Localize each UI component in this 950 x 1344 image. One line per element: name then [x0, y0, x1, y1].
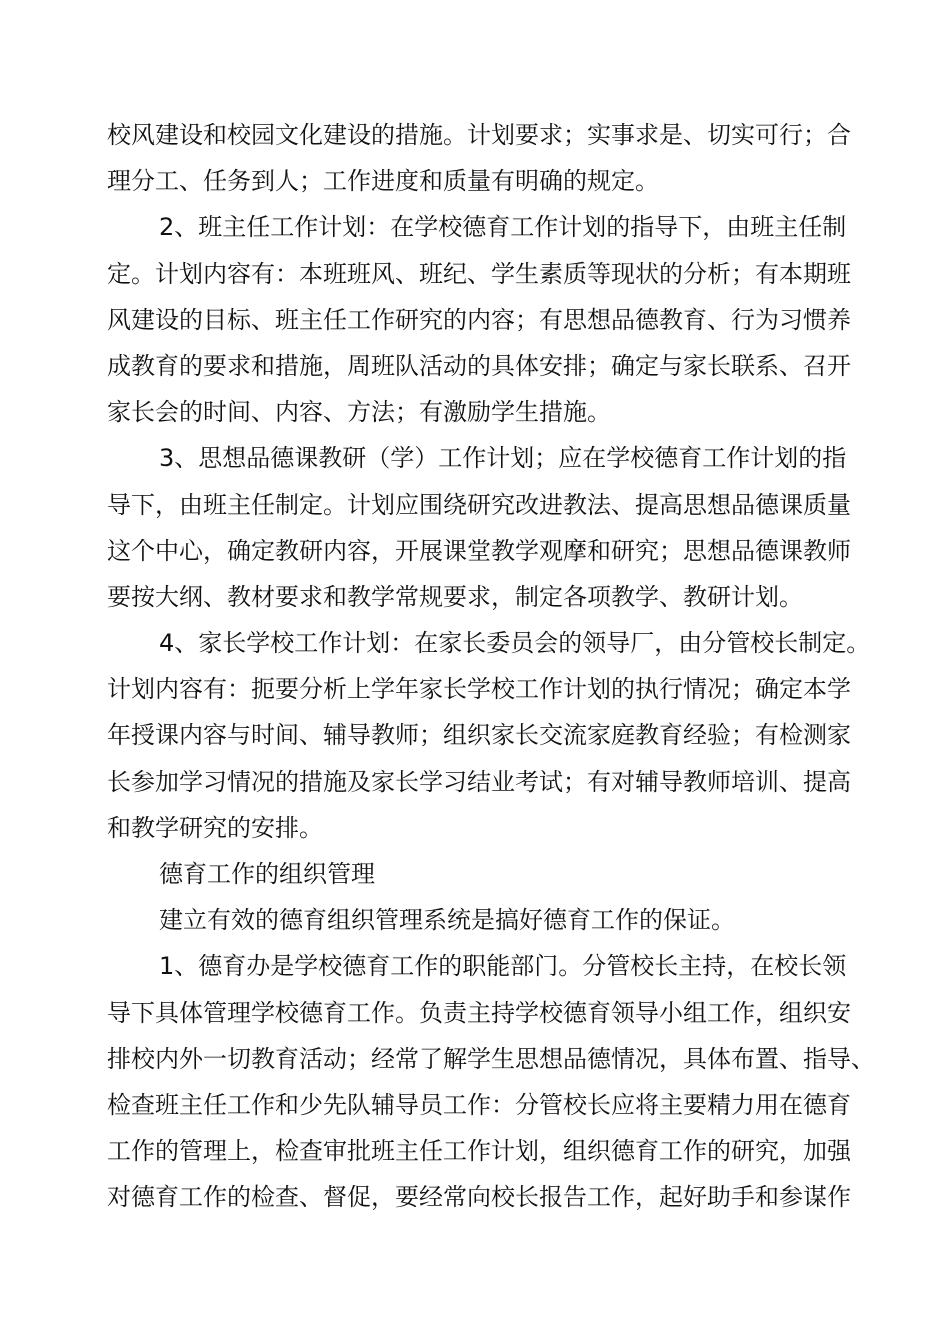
text-line: 成教育的要求和措施，周班队活动的具体安排；确定与家长联系、召开 [107, 351, 851, 380]
text-line: 理分工、任务到人；工作进度和质量有明确的规定。 [107, 167, 659, 196]
text-line: 风建设的目标、班主任工作研究的内容；有思想品德教育、行为习惯养 [107, 305, 851, 334]
text-line: 导下，由班主任制定。计划应围绕研究改进教法、提高思想品德课质量 [107, 490, 851, 519]
text-line: 检查班主任工作和少先队辅导员工作：分管校长应将主要精力用在德育 [107, 1090, 851, 1119]
text-line: 4、家长学校工作计划：在家长委员会的领导厂，由分管校长制定。 [159, 629, 871, 658]
text-line: 校风建设和校园文化建设的措施。计划要求；实事求是、切实可行；合 [107, 121, 851, 149]
text-line: 要按大纲、教材要求和教学常规要求，制定各项教学、教研计划。 [107, 582, 803, 611]
text-line: 长参加学习情况的措施及家长学习结业考试；有对辅导教师培训、提高 [107, 767, 851, 796]
text-line: 建立有效的德育组织管理系统是搞好德育工作的保证。 [159, 906, 735, 935]
text-line: 德育工作的组织管理 [159, 860, 375, 888]
text-line: 导下具体管理学校德育工作。负责主持学校德育领导小组工作，组织安 [107, 998, 851, 1027]
text-line: 1、德育办是学校德育工作的职能部门。分管校长主持，在校长领 [159, 952, 847, 981]
text-line: 排校内外一切教育活动；经常了解学生思想品德情况，具体布置、指导、 [107, 1044, 875, 1073]
text-line: 对德育工作的检查、督促，要经常向校长报告工作，起好助手和参谋作 [107, 1183, 851, 1212]
text-line: 这个中心，确定教研内容，开展课堂教学观摩和研究；思想品德课教师 [107, 536, 851, 565]
text-line: 定。计划内容有：本班班风、班纪、学生素质等现状的分析；有本期班 [107, 259, 851, 288]
text-line: 工作的管理上，检查审批班主任工作计划，组织德育工作的研究，加强 [107, 1137, 851, 1166]
text-line: 年授课内容与时间、辅导教师；组织家长交流家庭教育经验；有检测家 [107, 721, 851, 750]
text-line: 2、班主任工作计划：在学校德育工作计划的指导下，由班主任制 [159, 213, 847, 242]
text-line: 和教学研究的安排。 [107, 813, 323, 842]
text-line: 家长会的时间、内容、方法；有激励学生措施。 [107, 398, 611, 427]
document-body [107, 112, 875, 1221]
text-line: 计划内容有：扼要分析上学年家长学校工作计划的执行情况；确定本学 [107, 675, 851, 704]
text-line: 3、思想品德课教研（学）工作计划；应在学校德育工作计划的指 [159, 444, 847, 473]
